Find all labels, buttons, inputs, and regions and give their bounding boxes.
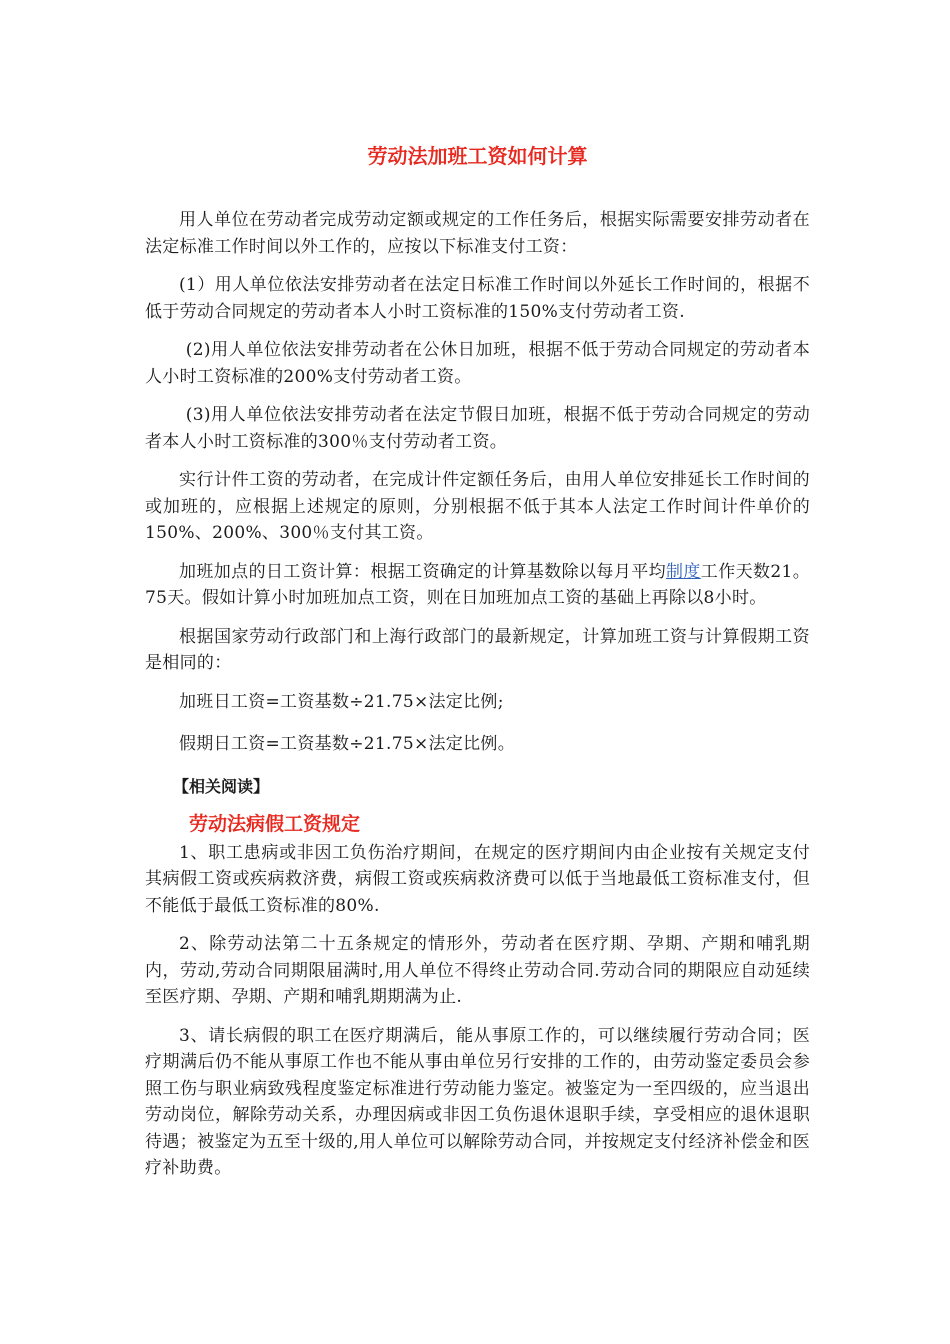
rule-3-paragraph: (3)用人单位依法安排劳动者在法定节假日加班，根据不低于劳动合同规定的劳动者本人小时工资标准的300％支付劳动者工资。 [145, 405, 810, 452]
piecework-paragraph: 实行计件工资的劳动者，在完成计件定额任务后，由用人单位安排延长工作时间的或加班的，应根据上述规定的原则，分别根据不低于其本人法定工作时间计件单价的150%、200%、300％支付其工资。 [145, 470, 810, 543]
document-body [145, 207, 810, 1194]
daily-wage-text-before: 加班加点的日工资计算：根据工资确定的计算基数除以每月平均 [179, 561, 666, 582]
sick-rule-1-paragraph: 1、职工患病或非因工负伤治疗期间，在规定的医疗期间内由企业按有关规定支付其病假工资或疾病救济费，病假工资或疾病救济费可以低于当地最低工资标准支付，但不能低于最低工资标准的80%. [145, 842, 810, 916]
daily-wage-paragraph [145, 559, 810, 612]
system-link[interactable]: 制度 [666, 561, 701, 582]
document-title: 劳动法加班工资如何计算 [367, 144, 588, 168]
related-reading-heading: 【相关阅读】 [173, 776, 270, 796]
sick-rule-3-paragraph: 3、请长病假的职工在医疗期满后，能从事原工作的，可以继续履行劳动合同；医疗期满后仍不能从事原工作也不能从事由单位另行安排的工作的，由劳动鉴定委员会参照工伤与职业病致残程度鉴定标准进行劳动能力鉴定。被鉴定为一至四级的，应当退出劳动岗位，解除劳动关系，办理因病或非因工负伤退休退职手续，享受相应的退休退职待遇；被鉴定为五至十级的,用人单位可以解除劳动合同，并按规定支付经济补偿金和医疗补助费。 [145, 1025, 810, 1178]
intro-paragraph: 用人单位在劳动者完成劳动定额或规定的工作任务后，根据实际需要安排劳动者在法定标准工作时间以外工作的，应按以下标准支付工资： [145, 210, 810, 257]
daily-wage-text-after: 工作天数21。75天。假如计算小时加班加点工资，则在日加班加点工资的基础上再除以8小时。 [145, 561, 810, 608]
rule-2-paragraph: (2)用人单位依法安排劳动者在公休日加班，根据不低于劳动合同规定的劳动者本人小时工资标准的200%支付劳动者工资。 [145, 340, 810, 387]
overtime-formula: 加班日工资=工资基数÷21.75×法定比例; [179, 691, 504, 712]
rule-1-paragraph: (1）用人单位依法安排劳动者在法定日标准工作时间以外延长工作时间的，根据不低于劳动合同规定的劳动者本人小时工资标准的150%支付劳动者工资. [145, 275, 810, 322]
sick-leave-subtitle: 劳动法病假工资规定 [189, 812, 361, 835]
shanghai-paragraph: 根据国家劳动行政部门和上海行政部门的最新规定，计算加班工资与计算假期工资是相同的： [145, 626, 810, 673]
sick-rule-2-paragraph: 2、除劳动法第二十五条规定的情形外，劳动者在医疗期、孕期、产期和哺乳期内，劳动,劳动合同期限届满时,用人单位不得终止劳动合同.劳动合同的期限应自动延续至医疗期、孕期、产期和哺乳期期满为止. [145, 934, 810, 1007]
holiday-formula: 假期日工资=工资基数÷21.75×法定比例。 [179, 734, 515, 754]
